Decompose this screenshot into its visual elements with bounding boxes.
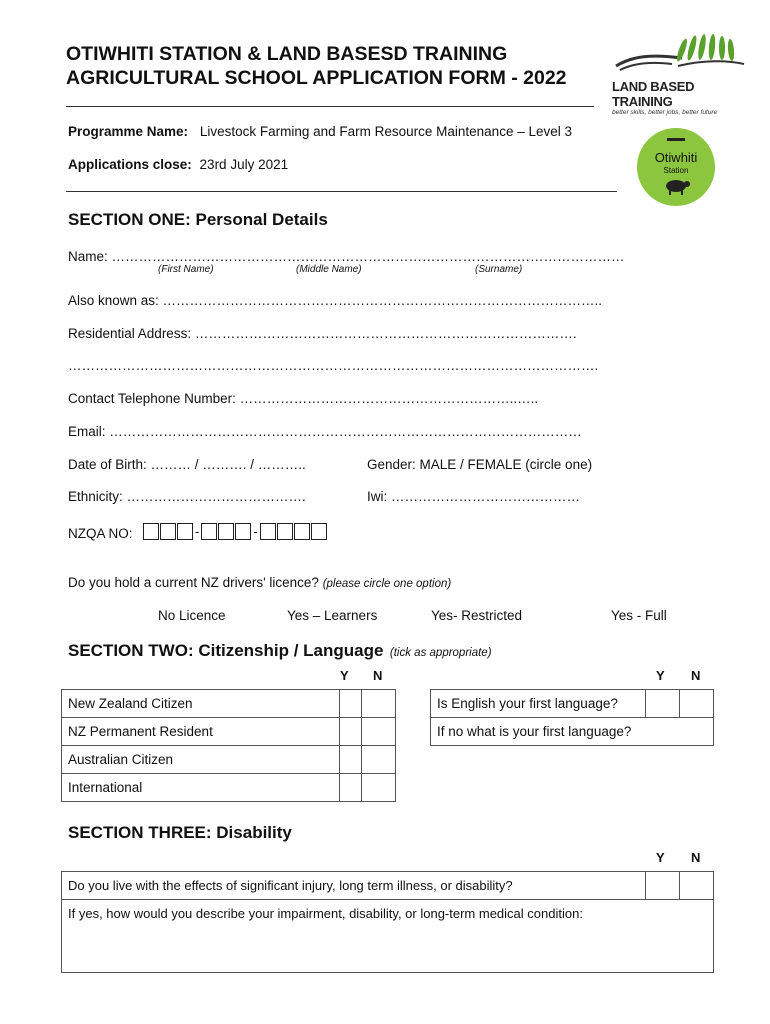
- otiwhiti-station-logo: [637, 128, 715, 206]
- lbt-logo-text: LAND BASED TRAINING: [612, 79, 695, 109]
- land-based-training-logo: [612, 32, 752, 116]
- english-first-language-label: Is English your first language?: [431, 690, 646, 718]
- citizenship-y-header: Y: [340, 668, 349, 683]
- licence-question: [68, 575, 451, 590]
- disability-question: Do you live with the effects of significant injury, long term illness, or disability?: [62, 872, 646, 900]
- no-checkbox[interactable]: [362, 746, 396, 774]
- nzqa-dash: -: [195, 524, 200, 539]
- title-line-1: OTIWHITI STATION & LAND BASESD TRAINING: [66, 43, 508, 65]
- no-checkbox[interactable]: [680, 872, 714, 900]
- fern-icon: [612, 32, 752, 76]
- residential-address-line-2[interactable]: ……………………………………………………………………………………………………….: [68, 358, 599, 373]
- citizenship-label: Australian Citizen: [62, 746, 340, 774]
- also-known-as-field[interactable]: Also known as: ……………………………………………………………………………………..: [68, 293, 603, 308]
- iwi-field[interactable]: Iwi: ……………………………………: [367, 489, 581, 504]
- first-name-hint: (First Name): [158, 264, 214, 275]
- disability-description-field[interactable]: If yes, how would you describe your impairment, disability, or long-term medical condition:: [62, 900, 714, 973]
- language-n-header: N: [691, 668, 701, 683]
- date-of-birth-field[interactable]: Date of Birth: ……… / ………. / ………..: [68, 457, 306, 472]
- logo-bar: [667, 138, 685, 141]
- contact-telephone-field[interactable]: Contact Telephone Number: ……………………………………………………..…..: [68, 391, 539, 406]
- disability-y-header: Y: [656, 850, 665, 865]
- no-checkbox[interactable]: [362, 718, 396, 746]
- no-checkbox[interactable]: [680, 690, 714, 718]
- otiwhiti-logo-text: Otiwhiti: [654, 150, 698, 165]
- citizenship-label: International: [62, 774, 340, 802]
- section-one-heading: SECTION ONE: Personal Details: [68, 210, 328, 229]
- nzqa-digit-box[interactable]: [160, 523, 176, 540]
- surname-hint: (Surname): [475, 264, 523, 275]
- table-row: [62, 900, 714, 973]
- nzqa-digit-box[interactable]: [143, 523, 159, 540]
- yes-checkbox[interactable]: [340, 746, 362, 774]
- nzqa-digit-box[interactable]: [235, 523, 251, 540]
- citizenship-table: [61, 689, 396, 802]
- citizenship-label: New Zealand Citizen: [62, 690, 340, 718]
- applications-row: [68, 157, 288, 172]
- programme-row: [68, 124, 572, 139]
- sheep-icon: [663, 178, 691, 196]
- licence-question-text: Do you hold a current NZ drivers' licence?: [68, 575, 319, 590]
- nzqa-label: NZQA NO:: [68, 526, 133, 541]
- header-rule: [66, 191, 617, 192]
- table-row: [431, 718, 714, 746]
- nzqa-digit-box[interactable]: [218, 523, 234, 540]
- nzqa-digit-box[interactable]: [201, 523, 217, 540]
- form-title: [66, 42, 606, 90]
- nzqa-digit-box[interactable]: [277, 523, 293, 540]
- yes-checkbox[interactable]: [340, 774, 362, 802]
- gender-field[interactable]: Gender: MALE / FEMALE (circle one): [367, 457, 593, 472]
- email-field[interactable]: Email: ……………………………………………………………………………………………: [68, 424, 582, 439]
- applications-value: 23rd July 2021: [199, 157, 289, 172]
- lbt-tagline: better skills, better jobs, better future: [612, 109, 718, 116]
- table-row: [62, 774, 396, 802]
- applications-label: Applications close:: [68, 157, 192, 172]
- table-row: [431, 690, 714, 718]
- title-line-2: AGRICULTURAL SCHOOL APPLICATION FORM - 2022: [66, 67, 567, 89]
- nzqa-digit-box[interactable]: [177, 523, 193, 540]
- programme-value: Livestock Farming and Farm Resource Maintenance – Level 3: [199, 124, 572, 139]
- name-field[interactable]: Name: ……………………………………………………………………………………………………: [68, 249, 625, 264]
- table-row: [62, 690, 396, 718]
- table-row: [62, 746, 396, 774]
- otiwhiti-logo-sub: Station: [663, 166, 689, 175]
- section-two-header: [68, 641, 492, 661]
- first-language-field[interactable]: If no what is your first language?: [431, 718, 714, 746]
- residential-address-field[interactable]: Residential Address: ………………………………………………………………………….: [68, 326, 577, 341]
- citizenship-label: NZ Permanent Resident: [62, 718, 340, 746]
- language-table: [430, 689, 714, 746]
- nzqa-digit-box[interactable]: [311, 523, 327, 540]
- disability-n-header: N: [691, 850, 701, 865]
- licence-option-learners[interactable]: Yes – Learners: [287, 608, 378, 623]
- yes-checkbox[interactable]: [340, 690, 362, 718]
- yes-checkbox[interactable]: [340, 718, 362, 746]
- no-checkbox[interactable]: [362, 774, 396, 802]
- licence-option-restricted[interactable]: Yes- Restricted: [431, 608, 523, 623]
- table-row: [62, 872, 714, 900]
- nzqa-number-boxes[interactable]: [143, 523, 328, 540]
- middle-name-hint: (Middle Name): [296, 264, 362, 275]
- language-y-header: Y: [656, 668, 665, 683]
- section-three-heading: SECTION THREE: Disability: [68, 823, 292, 842]
- section-two-heading: SECTION TWO: Citizenship / Language: [68, 641, 384, 660]
- ethnicity-field[interactable]: Ethnicity: ………………………………….: [68, 489, 306, 504]
- disability-table: [61, 871, 714, 973]
- no-checkbox[interactable]: [362, 690, 396, 718]
- licence-option-full[interactable]: Yes - Full: [611, 608, 667, 623]
- nzqa-digit-box[interactable]: [260, 523, 276, 540]
- yes-checkbox[interactable]: [646, 690, 680, 718]
- title-rule: [66, 106, 594, 107]
- yes-checkbox[interactable]: [646, 872, 680, 900]
- table-row: [62, 718, 396, 746]
- section-two-hint: (tick as appropriate): [389, 647, 492, 659]
- nzqa-dash: -: [253, 524, 258, 539]
- licence-option-none[interactable]: No Licence: [158, 608, 226, 623]
- citizenship-n-header: N: [373, 668, 383, 683]
- nzqa-digit-box[interactable]: [294, 523, 310, 540]
- licence-hint: (please circle one option): [322, 578, 452, 590]
- programme-label: Programme Name:: [68, 124, 189, 139]
